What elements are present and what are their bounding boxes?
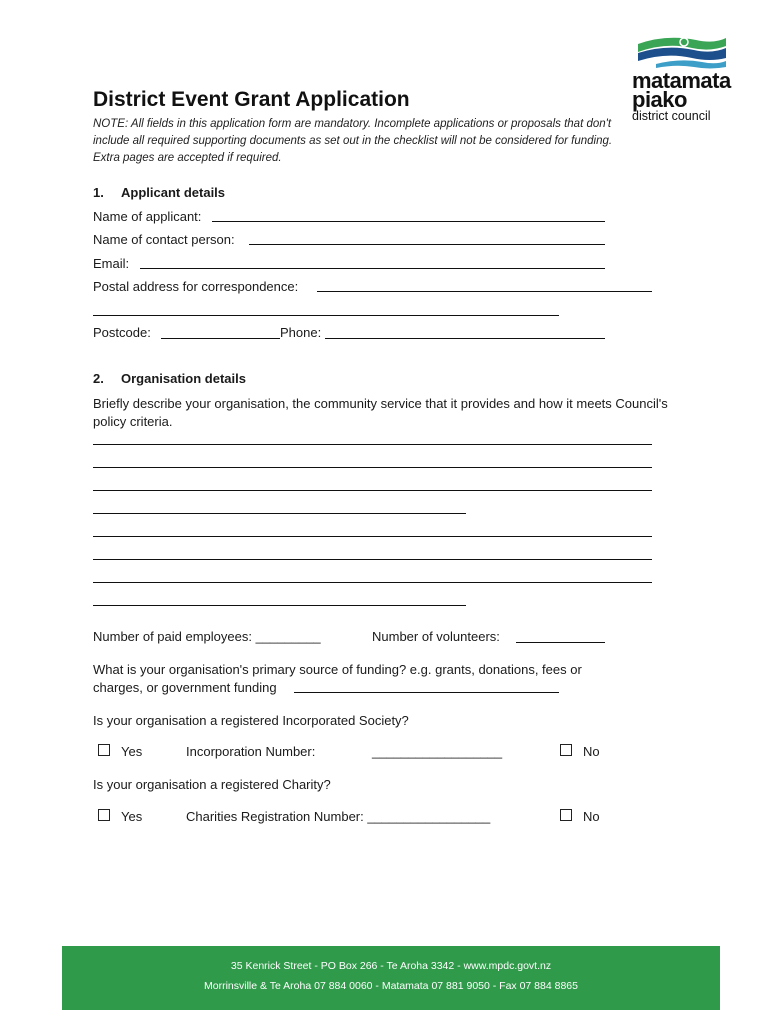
section-2-title: Organisation details (121, 371, 246, 386)
postal-address-field-line-2[interactable] (93, 315, 559, 316)
section-1-title: Applicant details (121, 185, 226, 200)
charity-no-checkbox[interactable] (560, 809, 572, 821)
postcode-label: Postcode: (93, 325, 151, 340)
incorporation-number-field[interactable]: __________________ (372, 744, 503, 759)
postal-address-label: Postal address for correspondence: (93, 279, 299, 294)
description-line[interactable] (93, 536, 652, 537)
volunteers-field[interactable] (516, 642, 605, 643)
contact-person-label: Name of contact person: (93, 232, 235, 247)
incorporation-number-label: Incorporation Number: (186, 744, 316, 759)
charity-question: Is your organisation a registered Charity? (93, 777, 331, 792)
contact-footer (62, 946, 720, 1010)
description-line[interactable] (93, 490, 652, 491)
incorporated-yes-label: Yes (121, 744, 143, 759)
charities-registration-number[interactable]: Charities Registration Number: _________________ (186, 809, 491, 824)
charity-yes-checkbox[interactable] (98, 809, 110, 821)
section-2-heading (93, 371, 246, 386)
applicant-name-field[interactable] (212, 221, 605, 222)
section-1-heading (93, 185, 225, 200)
organisation-description-prompt: Briefly describe your organisation, the community service that it provides and how it meets Council's policy criteria. (93, 396, 668, 429)
logo-line-2: piako (632, 87, 687, 112)
incorporated-no-checkbox[interactable] (560, 744, 572, 756)
funding-prompt-line-2: charges, or government funding (93, 680, 277, 695)
section-2-number: 2. (93, 371, 104, 386)
applicant-name-label: Name of applicant: (93, 209, 202, 224)
postal-address-field[interactable] (317, 291, 652, 292)
email-field[interactable] (140, 268, 605, 269)
footer-address: 35 Kenrick Street - PO Box 266 - Te Aroha 3342 - www.mpdc.govt.nz (230, 960, 552, 972)
logo-wave-icon (636, 36, 728, 70)
phone-field[interactable] (325, 338, 605, 339)
page-title: District Event Grant Application (93, 88, 410, 111)
logo-line-3: district council (632, 109, 711, 123)
incorporated-society-question: Is your organisation a registered Incorporated Society? (93, 713, 409, 728)
description-line[interactable] (93, 513, 466, 514)
description-line[interactable] (93, 582, 652, 583)
mandatory-note: NOTE: All fields in this application form are mandatory. Incomplete applications or proposals that don't include all required supporting documents as set out in the checklist will not be considered for funding. Extra pages are accepted if required. (93, 118, 613, 164)
funding-prompt-line-1: What is your organisation's primary source of funding? e.g. grants, donations, fees or (93, 662, 582, 677)
email-label: Email: (93, 256, 130, 271)
phone-label: Phone: (280, 325, 322, 340)
description-line[interactable] (93, 605, 466, 606)
footer-phones: Morrinsville & Te Aroha 07 884 0060 - Matamata 07 881 9050 - Fax 07 884 8865 (204, 980, 578, 992)
description-line[interactable] (93, 467, 652, 468)
charity-no-label: No (583, 809, 600, 824)
incorporated-no-label: No (583, 744, 600, 759)
postcode-field[interactable] (161, 338, 280, 339)
description-line[interactable] (93, 444, 652, 445)
section-1-number: 1. (93, 185, 104, 200)
contact-person-field[interactable] (249, 244, 605, 245)
incorporated-yes-checkbox[interactable] (98, 744, 110, 756)
volunteers-label: Number of volunteers: (372, 629, 500, 644)
funding-source-field[interactable] (294, 692, 559, 693)
description-line[interactable] (93, 559, 652, 560)
council-logo (632, 36, 732, 126)
logo-line-1: matamata (632, 68, 731, 93)
paid-employees-label: Number of paid employees: _________ (93, 629, 321, 644)
charity-yes-label: Yes (121, 809, 143, 824)
